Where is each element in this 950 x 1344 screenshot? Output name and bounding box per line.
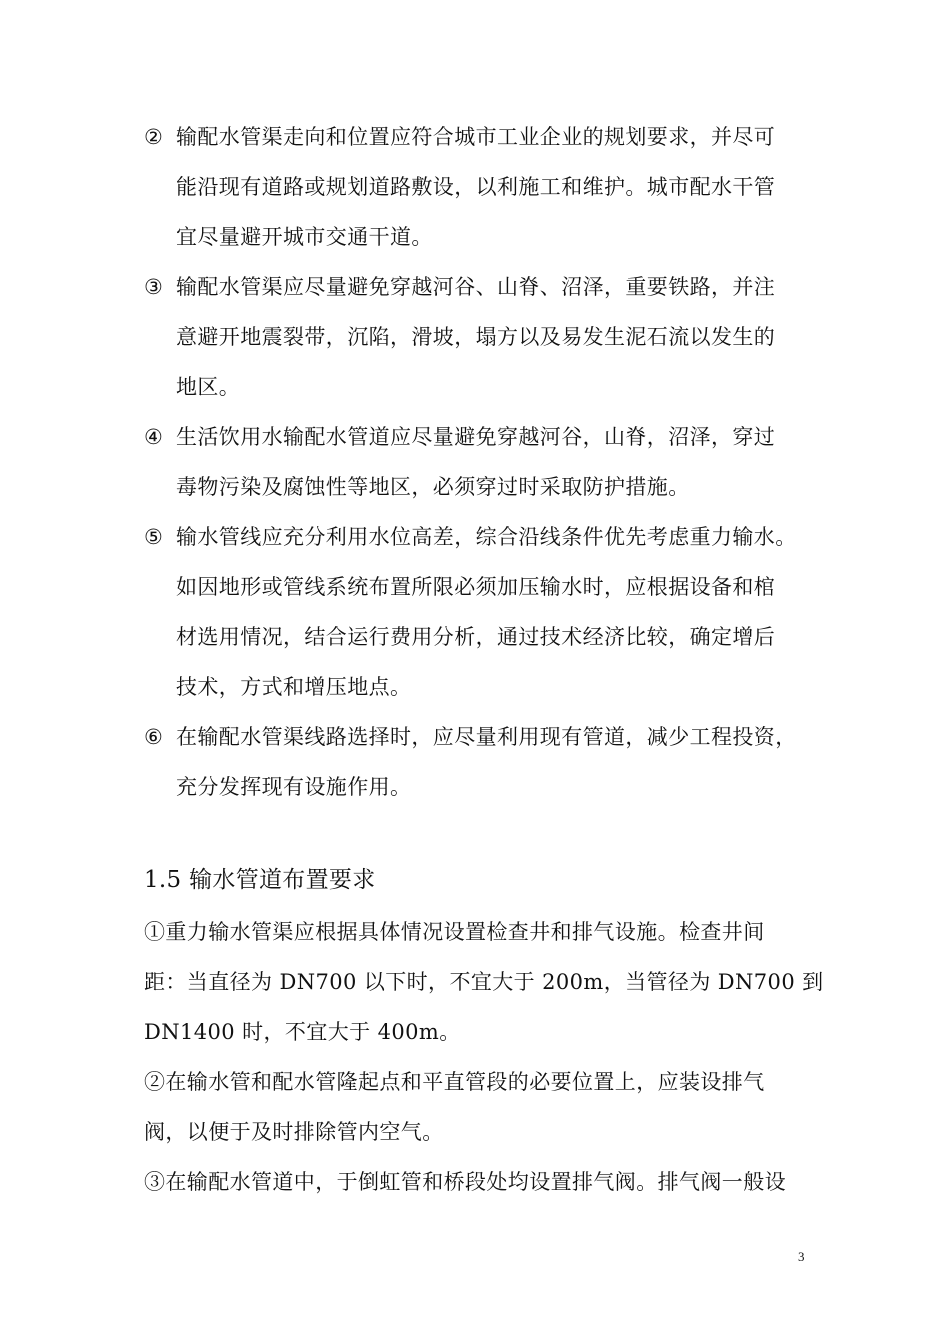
text-line: ③在输配水管道中，于倒虹管和桥段处均设置排气阀。排气阀一般设 [144,1170,786,1194]
text-line: 输配水管渠走向和位置应符合城市工业企业的规划要求，并尽可 [176,125,776,149]
list-marker: ② [144,125,163,149]
page-number: 3 [798,1249,805,1264]
list-item [144,712,808,812]
text-line: 距：当直径为 DN700 以下时，不宜大于 200m，当管径为 DN700 到 [144,970,824,994]
text-line: 能沿现有道路或规划道路敷设，以利施工和维护。城市配水干管 [176,175,776,199]
list-marker: ⑥ [144,725,163,749]
text-line: 充分发挥现有设施作用。 [176,775,412,799]
list-item-text [176,112,808,262]
numbered-list [144,112,808,812]
list-item [144,112,808,262]
text-line: 意避开地震裂带，沉陷，滑坡，塌方以及易发生泥石流以发生的 [176,325,776,349]
text-line: 技术，方式和增压地点。 [176,675,412,699]
text-line: 如因地形或管线系统布置所限必须加压输水时，应根据设备和棺 [176,575,776,599]
section-heading: 1.5 输水管道布置要求 [144,867,376,893]
text-line: 材选用情况，结合运行费用分析，通过技术经济比较，确定增后 [176,625,776,649]
text-line: 输配水管渠应尽量避免穿越河谷、山脊、沼泽，重要铁路，并注 [176,275,776,299]
list-marker: ⑤ [144,525,163,549]
text-line: 在输配水管渠线路选择时，应尽量利用现有管道，减少工程投资， [176,725,797,749]
text-line: 输水管线应充分利用水位高差，综合沿线条件优先考虑重力输水。 [176,525,797,549]
list-item [144,262,808,412]
list-item [144,412,808,512]
text-line: 宜尽量避开城市交通干道。 [176,225,433,249]
list-item-text [176,262,808,412]
list-marker: ④ [144,425,163,449]
text-line: DN1400 时，不宜大于 400m。 [144,1020,461,1044]
text-line: 毒物污染及腐蚀性等地区，必须穿过时采取防护措施。 [176,475,690,499]
list-item-text [176,412,808,512]
text-line: ②在输水管和配水管隆起点和平直管段的必要位置上，应装设排气 [144,1070,765,1094]
section-body [144,907,824,1207]
list-item [144,512,808,712]
text-line: 生活饮用水输配水管道应尽量避免穿越河谷，山脊，沼泽，穿过 [176,425,776,449]
list-item-text [176,512,808,712]
text-line: 阀，以便于及时排除管内空气。 [144,1120,444,1144]
list-item-text [176,712,808,812]
text-line: ①重力输水管渠应根据具体情况设置检查井和排气设施。检查井间 [144,920,765,944]
list-marker: ③ [144,275,163,299]
text-line: 地区。 [176,375,241,399]
